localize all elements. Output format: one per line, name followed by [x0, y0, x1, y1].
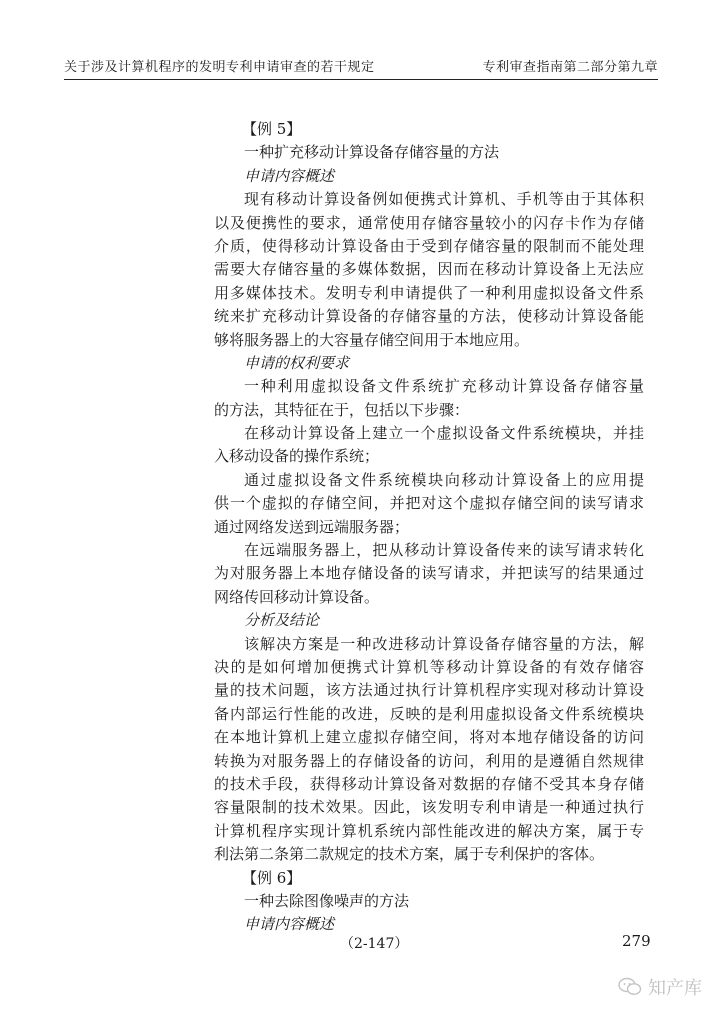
- section-heading: 分析及结论: [244, 611, 320, 630]
- paragraph-line: 量的技术问题，该方法通过执行计算机程序实现对移动计算设: [214, 681, 644, 700]
- paragraph-line: 在移动计算设备上建立一个虚拟设备文件系统模块，并挂: [244, 424, 644, 443]
- section-heading: 申请内容概述: [244, 915, 335, 934]
- header-left-title: 关于涉及计算机程序的发明专利申请审查的若干规定: [64, 60, 375, 75]
- example-label: 【例 6】: [242, 868, 302, 887]
- watermark-text: 知产库: [648, 978, 702, 999]
- paragraph-line: 在远端服务器上，把从移动计算设备传来的读写请求转化: [244, 541, 644, 560]
- paragraph-line: 容量限制的技术效果。因此，该发明专利申请是一种通过执行: [214, 798, 644, 817]
- paragraph-line: 够将服务器上的大容量存储空间用于本地应用。: [214, 330, 530, 349]
- paragraph-line: 通过网络发送到远端服务器；: [214, 517, 410, 536]
- paragraph-line: 为对服务器上本地存储设备的读写请求，并把读写的结果通过: [214, 564, 644, 583]
- paragraph-line: 网络传回移动计算设备。: [214, 587, 380, 606]
- wechat-icon: [618, 977, 642, 997]
- paragraph-line: 以及便携性的要求，通常使用存储容量较小的闪存卡作为存储: [214, 213, 644, 232]
- paragraph-line: 的技术手段，获得移动计算设备对数据的存储不受其本身存储: [214, 774, 644, 793]
- section-heading: 申请的权利要求: [244, 353, 350, 372]
- paragraph-line: 统来扩充移动计算设备的存储容量的方法，使移动计算设备能: [214, 307, 644, 326]
- paragraph-line: 需要大存储容量的多媒体数据，因而在移动计算设备上无法应: [214, 260, 644, 279]
- paragraph-line: 计算机程序实现计算机系统内部性能改进的解决方案，属于专: [214, 821, 644, 840]
- watermark: [618, 974, 702, 1000]
- paragraph-line: 通过虚拟设备文件系统模块向移动计算设备上的应用提: [244, 470, 644, 489]
- paragraph-line: 一种利用虚拟设备文件系统扩充移动计算设备存储容量: [244, 377, 644, 396]
- paragraph-line: 的方法，其特征在于，包括以下步骤：: [214, 400, 470, 419]
- paragraph-line: 决的是如何增加便携式计算机等移动计算设备的有效存储容: [214, 657, 644, 676]
- paragraph-line: 介质，使得移动计算设备由于受到存储容量的限制而不能处理: [214, 236, 644, 255]
- paragraph-line: 备内部运行性能的改进，反映的是利用虚拟设备文件系统模块: [214, 704, 644, 723]
- page-code: （2-147）: [340, 936, 409, 952]
- document-body: [214, 118, 644, 937]
- paragraph-line: 利法第二条第二款规定的技术方案，属于专利保护的客体。: [214, 845, 605, 864]
- example-label: 【例 5】: [242, 120, 302, 138]
- paragraph-line: 现有移动计算设备例如便携式计算机、手机等由于其体积: [244, 190, 644, 209]
- example-title: 一种扩充移动计算设备存储容量的方法: [244, 143, 500, 162]
- example-title: 一种去除图像噪声的方法: [244, 891, 410, 910]
- paragraph-line: 该解决方案是一种改进移动计算设备存储容量的方法，解: [244, 634, 644, 653]
- section-heading: 申请内容概述: [244, 166, 335, 185]
- header-right-title: 专利审查指南第二部分第九章: [482, 60, 658, 75]
- paragraph-line: 转换为对服务器上的存储设备的访问，利用的是遵循自然规律: [214, 751, 644, 770]
- paragraph-line: 入移动设备的操作系统；: [214, 447, 380, 466]
- page-number: 279: [622, 932, 651, 950]
- paragraph-line: 供一个虚拟的存储空间，并把对这个虚拟存储空间的读写请求: [214, 494, 644, 513]
- header-rule: [64, 79, 658, 80]
- paragraph-line: 在本地计算机上建立虚拟存储空间，将对本地存储设备的访问: [214, 728, 644, 747]
- paragraph-line: 用多媒体技术。发明专利申请提供了一种利用虚拟设备文件系: [214, 283, 644, 302]
